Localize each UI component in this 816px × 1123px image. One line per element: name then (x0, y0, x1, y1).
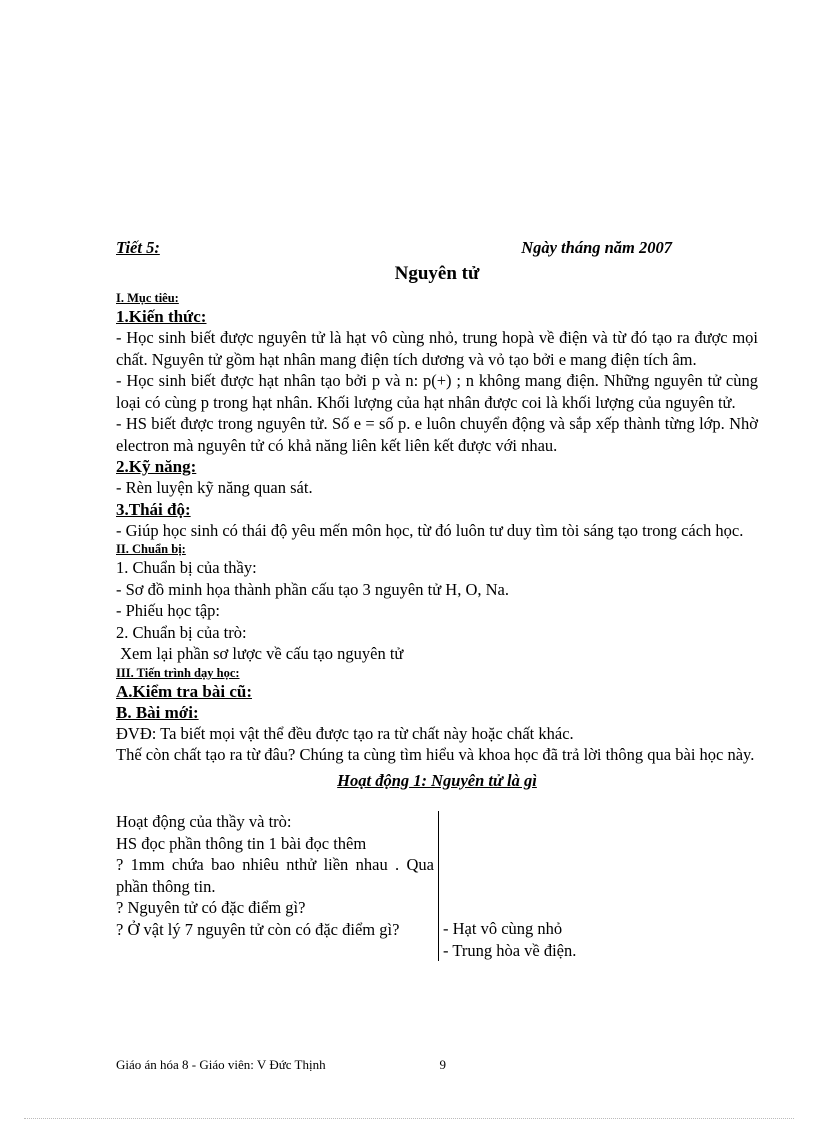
attitude-heading: 3.Thái độ: (116, 499, 191, 519)
knowledge-paragraph-3: - HS biết được trong nguyên tử. Số e = số p. e luôn chuyển động và sắp xếp thành từng lớp. Nhờ electron mà nguyên tử có khả năng liên kết liên kết được với nhau. (116, 414, 758, 455)
page-title: Nguyên tử (394, 262, 480, 284)
table-left-line: Hoạt động của thầy và trò: (116, 812, 292, 831)
date-line: Ngày tháng năm 2007 (521, 238, 672, 257)
table-right-line: - Hạt vô cùng nhỏ (443, 919, 563, 938)
prep-line-2: - Sơ đồ minh họa thành phần cấu tạo 3 nguyên tử H, O, Na. (116, 579, 509, 599)
section-preparation: II. Chuẩn bị: (116, 542, 186, 556)
table-right-column (439, 811, 758, 961)
table-right-line: - Trung hòa về điện. (443, 940, 577, 960)
table-left-column (116, 811, 439, 961)
knowledge-paragraph-2: - Học sinh biết được hạt nhân tạo bởi p và n: p(+) ; n không mang điện. Những nguyên tử cùng loại có cùng p trong hạt nhân. Khối lượng của hạt nhân được coi là khối lượng của nguyên tử. (116, 371, 758, 412)
knowledge-heading: 1.Kiến thức: (116, 307, 207, 326)
check-heading: A.Kiểm tra bài cũ: (116, 681, 252, 701)
activity-table (116, 811, 758, 961)
page-border-line (24, 1118, 794, 1119)
table-left-line: ? Nguyên tử có đặc điểm gì? (116, 898, 306, 917)
table-left-line: ? Ở vật lý 7 nguyên tử còn có đặc điểm gì? (116, 919, 400, 939)
section-objectives: I. Mục tiêu: (116, 291, 179, 305)
page-footer (116, 1057, 446, 1073)
prep-line-4: 2. Chuẩn bị của trò: (116, 622, 247, 642)
table-left-line: HS đọc phần thông tin 1 bài đọc thêm (116, 833, 367, 853)
prep-line-5: Xem lại phần sơ lược về cấu tạo nguyên tử (116, 644, 404, 663)
attitude-paragraph: - Giúp học sinh có thái độ yêu mến môn học, từ đó luôn tư duy tìm tòi sáng tạo trong cách học. (116, 520, 744, 540)
activity-heading: Hoạt động 1: Nguyên tử là gì (337, 770, 537, 790)
knowledge-paragraph-1: - Học sinh biết được nguyên tử là hạt vô cùng nhỏ, trung hopà về điện và từ đó tạo ra được mọi chất. Nguyên tử gồm hạt nhân mang điện tích dương và vỏ tạo bởi e mang điện tích âm. (116, 328, 758, 369)
new-lesson-paragraph-1: ĐVĐ: Ta biết mọi vật thể đều được tạo ra từ chất này hoặc chất khác. (116, 723, 574, 743)
header-row (116, 237, 758, 259)
prep-line-1: 1. Chuẩn bị của thầy: (116, 558, 257, 577)
section-procedure: III. Tiến trình dạy học: (116, 665, 240, 680)
prep-line-3: - Phiếu học tập: (116, 601, 221, 620)
lesson-number: Tiết 5: (116, 238, 160, 257)
skills-paragraph: - Rèn luyện kỹ năng quan sát. (116, 478, 313, 497)
footer-text: Giáo án hóa 8 - Giáo viên: V Đức Thịnh (116, 1057, 326, 1072)
document-page (116, 237, 758, 961)
new-lesson-heading: B. Bài mới: (116, 702, 199, 722)
skills-heading: 2.Kỹ năng: (116, 457, 197, 476)
new-lesson-paragraph-2: Thế còn chất tạo ra từ đâu? Chúng ta cùng tìm hiểu và khoa học đã trả lời thông qua bài học này. (116, 745, 755, 764)
table-left-line: ? 1mm chứa bao nhiêu nthử liền nhau . Qua phần thông tin. (116, 855, 434, 896)
page-number: 9 (439, 1057, 446, 1072)
